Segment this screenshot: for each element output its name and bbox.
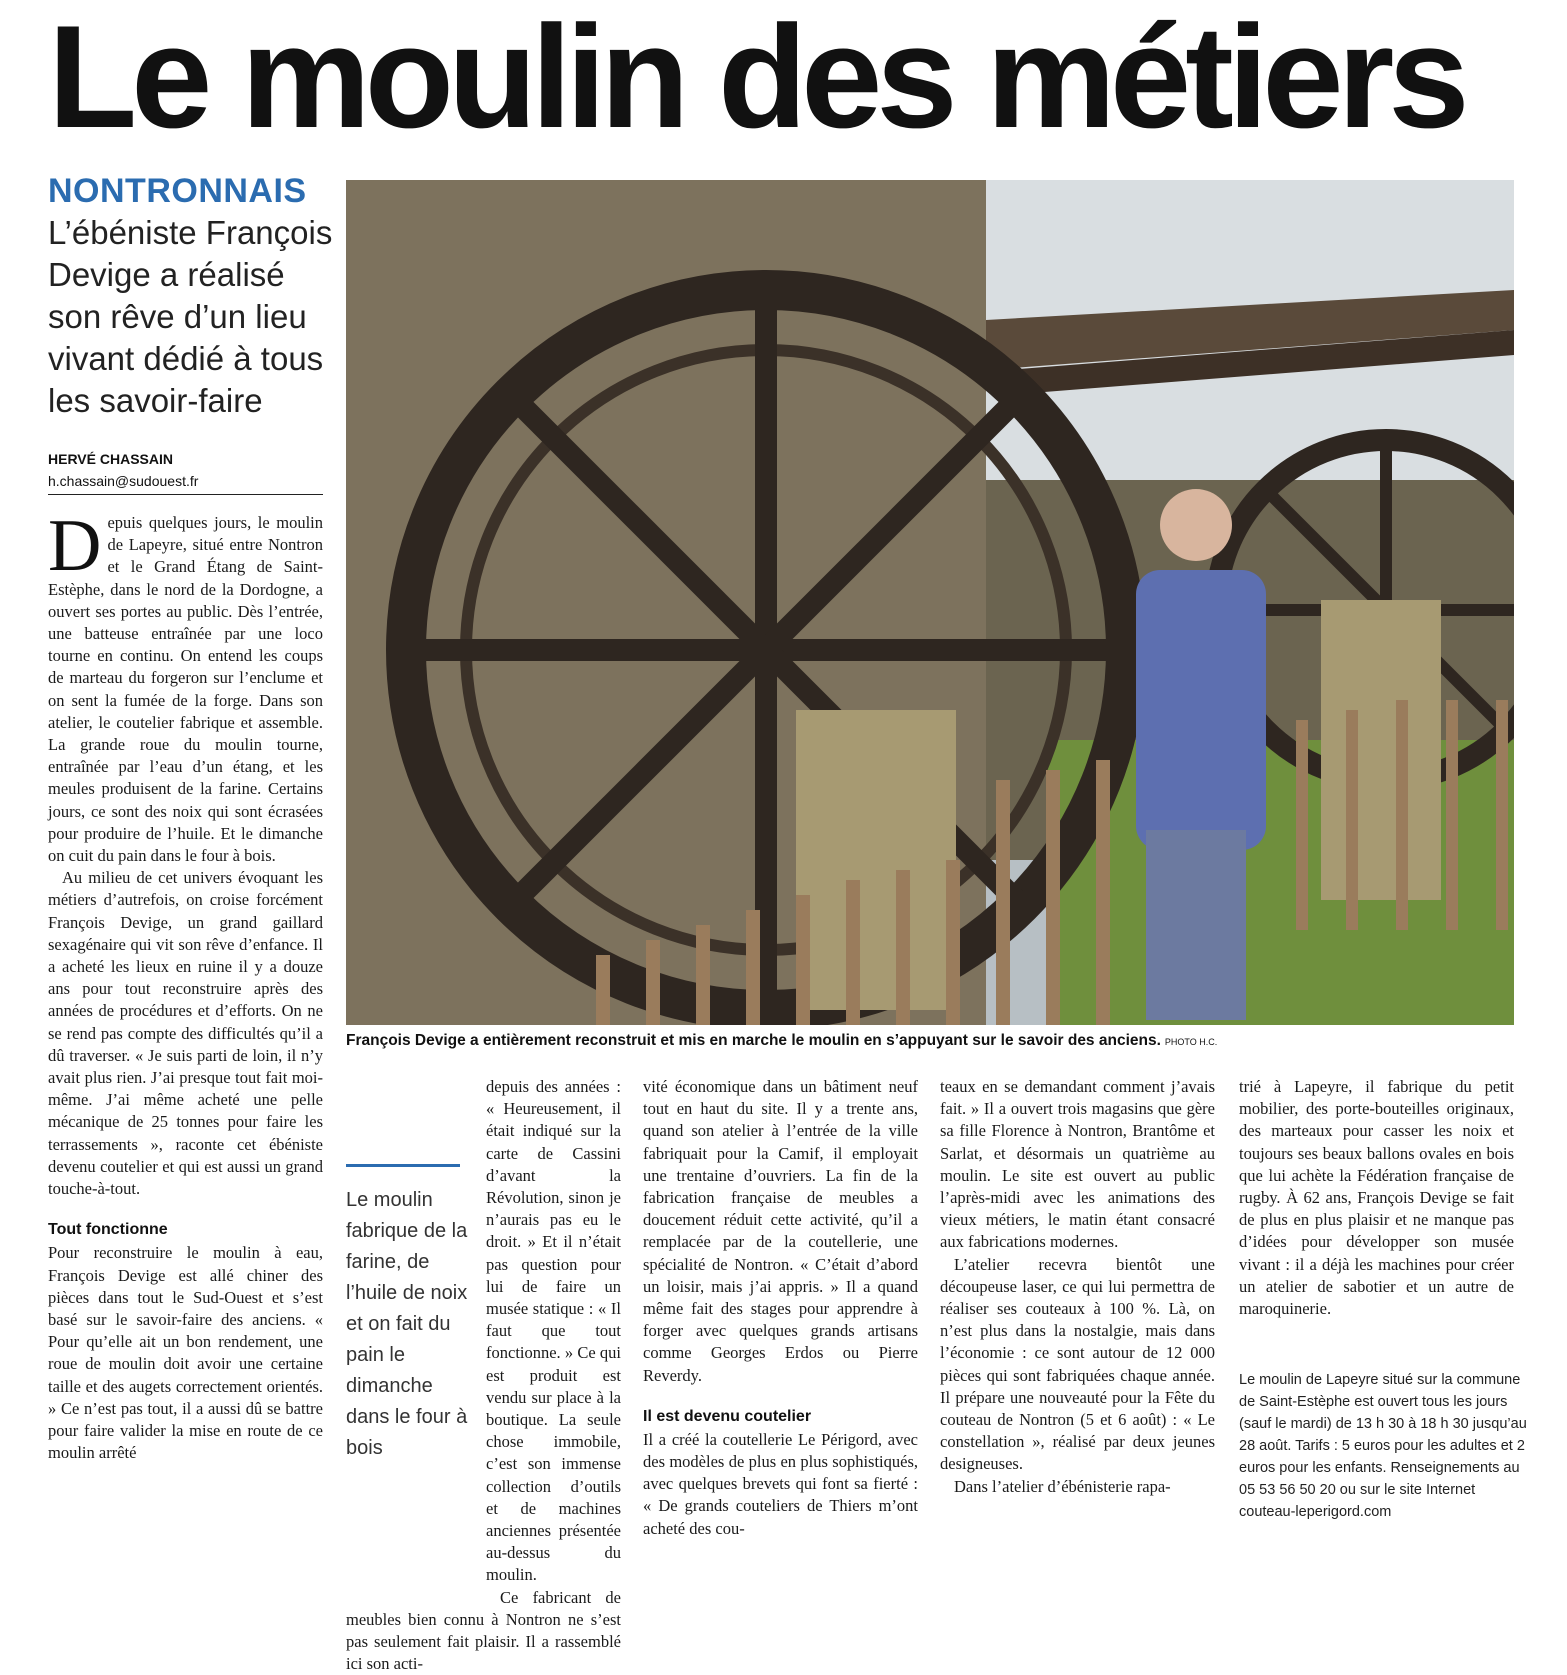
paragraph-2: Au milieu de cet univers évoquant les métiers d’autrefois, on croise forcément François Devige, un grand gaillard sexagénaire qui vit son rêve d’enfance. Il a acheté les lieux en ruine il y a douze ans pour tout reconstruire après des années de procédures et d’efforts. On ne se rend pas compte des difficultés qu’il a dû traverser. « Je suis parti de loin, il n’y avait plus rien. J’ai presque tout fait moi-même. J’ai même acheté une pelle mécanique de 25 tonnes pour faire les terrassements », raconte cet ébéniste devenu coutelier et qui est aussi un grand touche-à-tout. (48, 868, 323, 1199)
article-column-5 (1239, 1076, 1514, 1320)
paragraph-7: Il a créé la coutellerie Le Périgord, avec des modèles de plus en plus sophistiqués, avec quelques brevets qui font sa fierté : « De grands couteliers de Thiers m’ont acheté des cou- (643, 1429, 918, 1538)
info-box: Le moulin de Lapeyre situé sur la commune de Saint-Estèphe est ouvert tous les jours (sauf le mardi) de 13 h 30 à 18 h 30 jusqu’au 28 août. Tarifs : 5 euros pour les adultes et 2 euros pour les enfants. Renseignements au 05 53 56 50 20 ou sur le site Internet couteau-leperigord.com (1239, 1372, 1527, 1520)
article-column-3 (643, 1076, 918, 1540)
paragraph-9: L’atelier recevra bientôt une découpeuse laser, ce qui lui permettra de réaliser ses couteaux à 100 %. Là, on n’est plus dans la nostalgie, mais dans l’économie : ce sont autour de 12 000 pièces qui sont fabriquées chaque année. Il prépare une nouveauté pour la Fête du couteau de Nontron (5 et 6 août) : « Le constellation », réalisé par deux jeunes designeuses. (940, 1254, 1215, 1474)
article-column-1 (48, 505, 323, 1464)
pullquote: Le moulin fabrique de la farine, de l’huile de noix et on fait du pain le dimanche dans le four à bois (346, 1189, 468, 1459)
author-email: h.chassain@sudouest.fr (48, 473, 199, 489)
article-column-4 (940, 1076, 1215, 1498)
paragraph-5: Ce fabricant de meubles bien connu à Nontron ne s’est pas seulement fait plaisir. Il a rassemblé ici son acti- (346, 1587, 621, 1674)
photo-illustration (346, 180, 1514, 1025)
caption-text: François Devige a entièrement reconstruit et mis en marche le moulin en s’appuyant sur le savoir des anciens. (346, 1032, 1161, 1049)
byline-rule (48, 494, 323, 495)
kicker-region: NONTRONNAIS (48, 172, 307, 210)
paragraph-4-text: depuis des années : « Heureusement, il était indiqué sur la carte de Cassini d’avant la Révolution, sinon je n’aurais pas eu le droit. » Et il n’était pas question pour lui de faire un musée statique : « Il faut que tout fonctionne. » Ce qui est produit est vendu sur place à la boutique. La seule chose immobile, c’est son immense collection d’outils et de machines anciennes présentée au-dessus du moulin. (486, 1077, 621, 1585)
author-name: HERVÉ CHASSAIN (48, 451, 173, 467)
paragraph-8: teaux en se demandant comment j’avais fait. » Il a ouvert trois magasins que gère sa fille Florence à Nontron, Brantôme et Sarlat, et désormais un quatrième au moulin. Le site est ouvert au public l’après-midi avec les animations des vieux métiers, le matin étant consacré aux fabrications modernes. (940, 1077, 1215, 1252)
headline: Le moulin des métiers (48, 0, 1464, 158)
subheading-tout-fonctionne: Tout fonctionne (48, 1221, 168, 1239)
photo-caption (346, 1030, 1217, 1053)
paragraph-10: Dans l’atelier d’ébénisterie rapa- (954, 1476, 1171, 1496)
article-photo (346, 180, 1514, 1025)
paragraph-11: trié à Lapeyre, il fabrique du petit mobilier, des porte-bouteilles originaux, des marteaux pour casser les noix et toujours ses beaux ballons ovales en bois que lui achète la Fédération française de rugby. À 62 ans, François Devige se fait de plus en plus plaisir et ne manque pas d’idées pour développer son musée vivant : il a déjà les machines pour créer un atelier de sabotier et un autre de maroquinerie. (1239, 1077, 1514, 1319)
paragraph-6: vité économique dans un bâtiment neuf tout en haut du site. Il y a trente ans, quand son atelier à l’entrée de la ville fabriquait pour la Camif, il employait une trentaine d’ouvriers. La fin de la fabrication française de meubles a doucement réduit cette activité, qu’il a remplacée par de la coutellerie, une spécialité de Nontron. « C’était d’abord un loisir, mais j’ai appris. » Il a quand même fait des stages pour apprendre à forger avec quelques grands artisans comme Georges Erdos ou Pierre Reverdy. (643, 1077, 918, 1385)
paragraph-3: Pour reconstruire le moulin à eau, François Devige est allé chiner des pièces dans tout le Sud-Ouest et s’est basé sur le savoir-faire des anciens. « Pour qu’elle ait un bon rendement, une roue de moulin doit avoir une certaine taille et des augets correctement orientés. » Ce n’est pas tout, il a aussi dû se battre pour faire valider la mise en route de ce moulin arrêté (48, 1243, 323, 1463)
paragraph-1 (48, 505, 323, 867)
photo-credit: PHOTO H.C. (1164, 1037, 1218, 1047)
subheading-coutelier: Il est devenu coutelier (643, 1407, 812, 1425)
deck-subtitle: L’ébéniste François Devige a réalisé son rêve d’un lieu vivant dédié à tous les savoir-faire (48, 214, 333, 419)
pullquote-rule (346, 1164, 460, 1167)
paragraph-1-text: epuis quelques jours, le moulin de Lapeyre, situé entre Nontron et le Grand Étang de Saint-Estèphe, dans le nord de la Dordogne, a ouvert ses portes au public. Dès l’entrée, une batteuse entraînée par une loco tourne en continu. On entend les coups de marteau du forgeron sur l’enclume et on sent la fumée de la forge. Dans son atelier, le coutelier fabrique et assemble. La grande roue du moulin tourne, entraînée par l’eau d’un étang, et les meules produisent de la farine. Certains jours, ce sont des noix qui sont écrasées pour produire de l’huile. Et le dimanche on cuit du pain dans le four à bois. (48, 513, 323, 866)
drop-cap: D (48, 505, 102, 587)
